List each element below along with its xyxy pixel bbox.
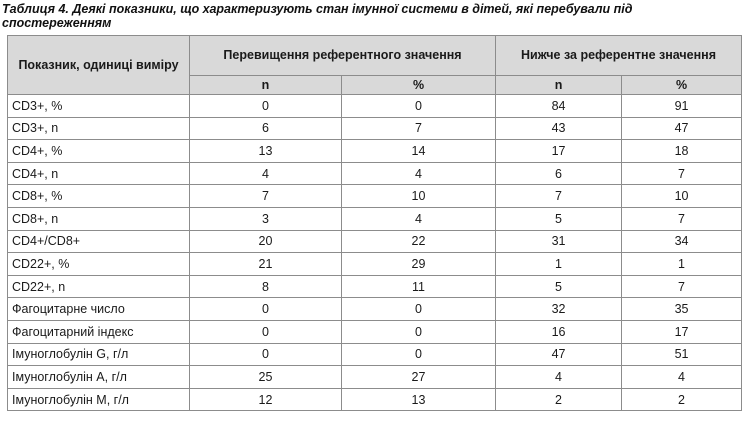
below-pct-cell: 7 (622, 207, 742, 230)
below-n-cell: 7 (496, 185, 622, 208)
table-row (8, 140, 742, 163)
below-n-cell: 16 (496, 320, 622, 343)
above-n-cell: 3 (190, 207, 342, 230)
header-group-above-reference: Перевищення референтного значення (190, 36, 496, 76)
below-pct-cell: 34 (622, 230, 742, 253)
above-pct-cell: 10 (342, 185, 496, 208)
below-n-cell: 31 (496, 230, 622, 253)
indicator-cell: CD22+, % (8, 253, 190, 276)
indicator-cell: CD8+, % (8, 185, 190, 208)
below-pct-cell: 91 (622, 95, 742, 118)
below-n-cell: 84 (496, 95, 622, 118)
table-row (8, 343, 742, 366)
table-row (8, 366, 742, 389)
below-pct-cell: 47 (622, 117, 742, 140)
above-pct-cell: 4 (342, 207, 496, 230)
table-row (8, 320, 742, 343)
above-pct-cell: 4 (342, 162, 496, 185)
above-n-cell: 6 (190, 117, 342, 140)
table-caption: Таблиця 4. Деякі показники, що характеризують стан імунної системи в дітей, які перебували під спостереженням (2, 2, 633, 30)
above-pct-cell: 14 (342, 140, 496, 163)
indicator-cell: Фагоцитарний індекс (8, 320, 190, 343)
above-pct-cell: 27 (342, 366, 496, 389)
indicator-cell: Імуноглобулін А, г/л (8, 366, 190, 389)
below-pct-cell: 4 (622, 366, 742, 389)
below-pct-cell: 35 (622, 298, 742, 321)
indicator-cell: Фагоцитарне число (8, 298, 190, 321)
above-pct-cell: 22 (342, 230, 496, 253)
below-pct-cell: 18 (622, 140, 742, 163)
below-n-cell: 2 (496, 388, 622, 411)
above-n-cell: 7 (190, 185, 342, 208)
header-below-pct: % (622, 76, 742, 95)
above-n-cell: 25 (190, 366, 342, 389)
above-n-cell: 13 (190, 140, 342, 163)
below-pct-cell: 51 (622, 343, 742, 366)
indicator-cell: Імуноглобулін М, г/л (8, 388, 190, 411)
above-n-cell: 0 (190, 343, 342, 366)
below-pct-cell: 10 (622, 185, 742, 208)
below-pct-cell: 7 (622, 275, 742, 298)
below-n-cell: 5 (496, 207, 622, 230)
above-pct-cell: 7 (342, 117, 496, 140)
above-n-cell: 4 (190, 162, 342, 185)
indicator-cell: CD4+, % (8, 140, 190, 163)
header-below-n: n (496, 76, 622, 95)
indicator-cell: Імуноглобулін G, г/л (8, 343, 190, 366)
table-row (8, 207, 742, 230)
table-row (8, 230, 742, 253)
immune-indicators-table (7, 35, 742, 411)
below-n-cell: 4 (496, 366, 622, 389)
above-n-cell: 0 (190, 298, 342, 321)
below-pct-cell: 7 (622, 162, 742, 185)
table-row (8, 253, 742, 276)
above-n-cell: 12 (190, 388, 342, 411)
below-n-cell: 32 (496, 298, 622, 321)
table-row (8, 275, 742, 298)
indicator-cell: CD8+, n (8, 207, 190, 230)
header-above-pct: % (342, 76, 496, 95)
indicator-cell: CD3+, % (8, 95, 190, 118)
above-pct-cell: 0 (342, 298, 496, 321)
below-n-cell: 47 (496, 343, 622, 366)
above-n-cell: 8 (190, 275, 342, 298)
table-body (8, 95, 742, 411)
above-pct-cell: 13 (342, 388, 496, 411)
below-n-cell: 5 (496, 275, 622, 298)
table-header (8, 36, 742, 95)
table-row (8, 298, 742, 321)
indicator-cell: CD4+/CD8+ (8, 230, 190, 253)
above-pct-cell: 11 (342, 275, 496, 298)
above-pct-cell: 29 (342, 253, 496, 276)
below-pct-cell: 1 (622, 253, 742, 276)
table-row (8, 185, 742, 208)
table-row (8, 162, 742, 185)
indicator-cell: CD4+, n (8, 162, 190, 185)
above-n-cell: 20 (190, 230, 342, 253)
above-pct-cell: 0 (342, 95, 496, 118)
above-n-cell: 21 (190, 253, 342, 276)
indicator-cell: CD3+, n (8, 117, 190, 140)
below-n-cell: 17 (496, 140, 622, 163)
above-pct-cell: 0 (342, 343, 496, 366)
above-pct-cell: 0 (342, 320, 496, 343)
below-pct-cell: 17 (622, 320, 742, 343)
indicator-cell: CD22+, n (8, 275, 190, 298)
below-pct-cell: 2 (622, 388, 742, 411)
above-n-cell: 0 (190, 95, 342, 118)
below-n-cell: 1 (496, 253, 622, 276)
header-above-n: n (190, 76, 342, 95)
table-row (8, 95, 742, 118)
below-n-cell: 43 (496, 117, 622, 140)
table-row (8, 117, 742, 140)
below-n-cell: 6 (496, 162, 622, 185)
header-indicator: Показник, одиниці виміру (8, 36, 190, 95)
header-group-below-reference: Нижче за референтне значення (496, 36, 742, 76)
header-row-groups (8, 36, 742, 76)
above-n-cell: 0 (190, 320, 342, 343)
table-row (8, 388, 742, 411)
